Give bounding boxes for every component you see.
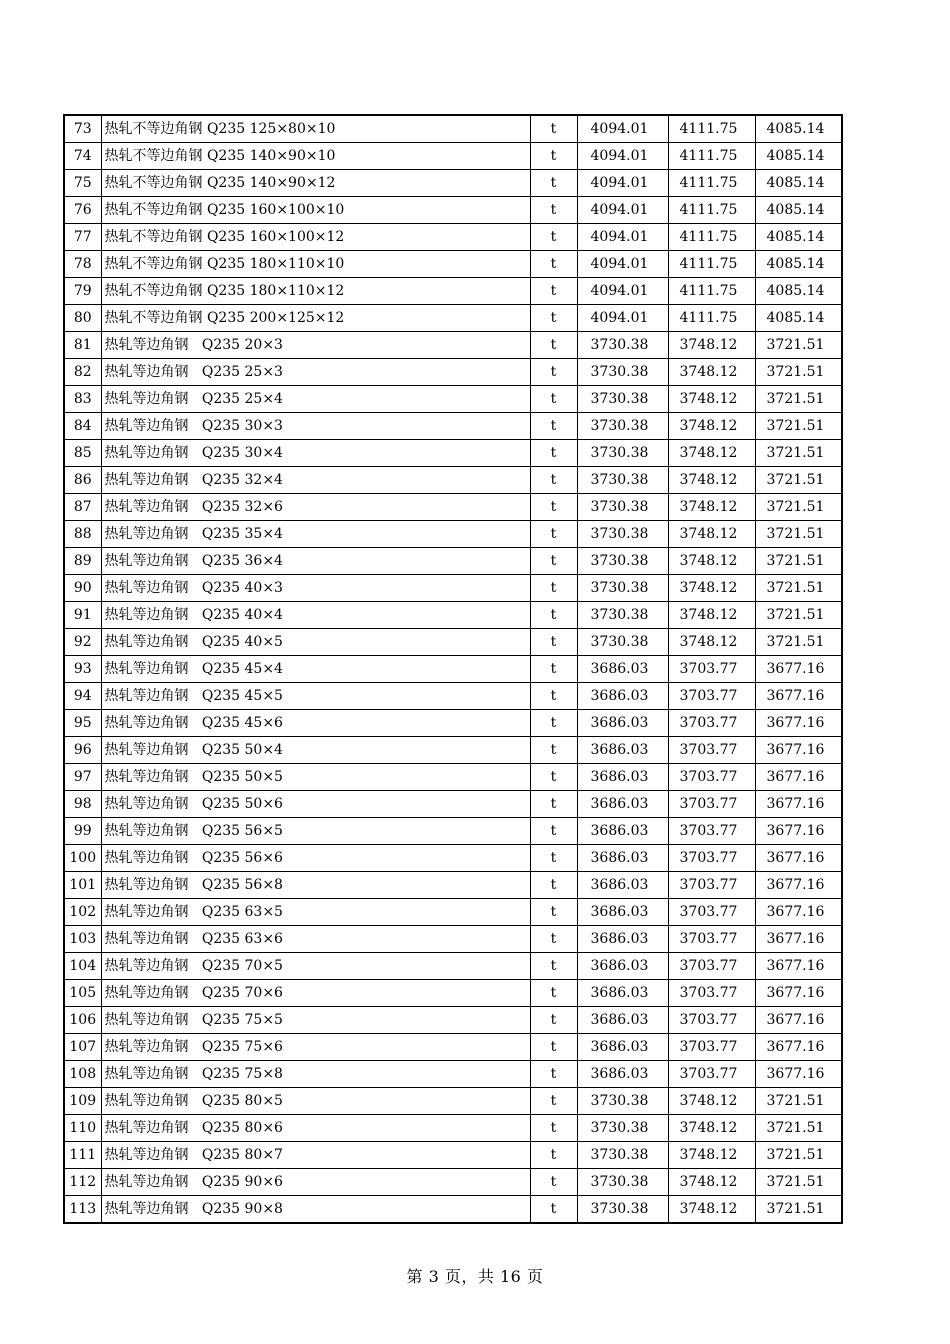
material-name-cell: 热轧等边角钢 Q235 45×4 [101, 656, 530, 683]
unit-cell: t [530, 629, 577, 656]
material-name-cell: 热轧等边角钢 Q235 32×6 [101, 494, 530, 521]
unit-cell: t [530, 575, 577, 602]
price-1-cell: 3730.38 [577, 1088, 668, 1115]
price-2-cell: 3703.77 [668, 845, 755, 872]
material-name-cell: 热轧等边角钢 Q235 40×4 [101, 602, 530, 629]
price-2-cell: 4111.75 [668, 170, 755, 197]
unit-cell: t [530, 845, 577, 872]
material-name-cell: 热轧等边角钢 Q235 63×6 [101, 926, 530, 953]
unit-cell: t [530, 305, 577, 332]
table-row [64, 332, 842, 359]
material-name-cell: 热轧等边角钢 Q235 50×4 [101, 737, 530, 764]
price-1-cell: 3686.03 [577, 872, 668, 899]
row-number-cell: 96 [64, 737, 101, 764]
material-name-cell: 热轧等边角钢 Q235 80×6 [101, 1115, 530, 1142]
price-1-cell: 4094.01 [577, 305, 668, 332]
row-number-cell: 101 [64, 872, 101, 899]
table-row [64, 710, 842, 737]
table-row [64, 521, 842, 548]
unit-cell: t [530, 1115, 577, 1142]
row-number-cell: 105 [64, 980, 101, 1007]
row-number-cell: 73 [64, 115, 101, 143]
price-3-cell: 3721.51 [755, 602, 842, 629]
price-3-cell: 3721.51 [755, 332, 842, 359]
row-number-cell: 78 [64, 251, 101, 278]
table-row [64, 953, 842, 980]
material-name-cell: 热轧等边角钢 Q235 70×5 [101, 953, 530, 980]
material-name-cell: 热轧等边角钢 Q235 56×8 [101, 872, 530, 899]
price-3-cell: 4085.14 [755, 224, 842, 251]
unit-cell: t [530, 602, 577, 629]
table-row [64, 1169, 842, 1196]
unit-cell: t [530, 710, 577, 737]
price-2-cell: 4111.75 [668, 197, 755, 224]
material-name-cell: 热轧等边角钢 Q235 90×8 [101, 1196, 530, 1224]
material-name-cell: 热轧不等边角钢 Q235 140×90×12 [101, 170, 530, 197]
material-name-cell: 热轧不等边角钢 Q235 160×100×12 [101, 224, 530, 251]
material-name-cell: 热轧等边角钢 Q235 75×8 [101, 1061, 530, 1088]
table-row [64, 548, 842, 575]
table-row [64, 1061, 842, 1088]
table-row [64, 359, 842, 386]
table-row [64, 305, 842, 332]
table-row [64, 494, 842, 521]
price-3-cell: 3677.16 [755, 737, 842, 764]
price-3-cell: 3721.51 [755, 467, 842, 494]
table-row [64, 791, 842, 818]
price-2-cell: 3748.12 [668, 1088, 755, 1115]
unit-cell: t [530, 170, 577, 197]
price-3-cell: 4085.14 [755, 143, 842, 170]
price-2-cell: 3703.77 [668, 764, 755, 791]
row-number-cell: 75 [64, 170, 101, 197]
table-row [64, 1115, 842, 1142]
row-number-cell: 102 [64, 899, 101, 926]
price-1-cell: 3686.03 [577, 764, 668, 791]
price-3-cell: 3721.51 [755, 1196, 842, 1224]
unit-cell: t [530, 872, 577, 899]
row-number-cell: 87 [64, 494, 101, 521]
price-3-cell: 4085.14 [755, 278, 842, 305]
table-row [64, 1007, 842, 1034]
material-name-cell: 热轧等边角钢 Q235 45×6 [101, 710, 530, 737]
material-name-cell: 热轧等边角钢 Q235 90×6 [101, 1169, 530, 1196]
price-2-cell: 3703.77 [668, 1061, 755, 1088]
table-row [64, 872, 842, 899]
price-3-cell: 3677.16 [755, 899, 842, 926]
price-2-cell: 3703.77 [668, 737, 755, 764]
price-3-cell: 4085.14 [755, 115, 842, 143]
table-row [64, 251, 842, 278]
price-2-cell: 4111.75 [668, 305, 755, 332]
table-row [64, 899, 842, 926]
table-row [64, 115, 842, 143]
material-name-cell: 热轧等边角钢 Q235 80×5 [101, 1088, 530, 1115]
price-1-cell: 3730.38 [577, 1196, 668, 1224]
price-1-cell: 3730.38 [577, 332, 668, 359]
table-row [64, 440, 842, 467]
row-number-cell: 93 [64, 656, 101, 683]
price-2-cell: 3748.12 [668, 629, 755, 656]
price-2-cell: 3703.77 [668, 791, 755, 818]
unit-cell: t [530, 683, 577, 710]
price-2-cell: 3703.77 [668, 656, 755, 683]
row-number-cell: 90 [64, 575, 101, 602]
price-1-cell: 3730.38 [577, 359, 668, 386]
unit-cell: t [530, 1007, 577, 1034]
price-1-cell: 4094.01 [577, 143, 668, 170]
row-number-cell: 86 [64, 467, 101, 494]
price-2-cell: 3748.12 [668, 359, 755, 386]
material-name-cell: 热轧不等边角钢 Q235 160×100×10 [101, 197, 530, 224]
table-row [64, 278, 842, 305]
unit-cell: t [530, 1034, 577, 1061]
table-row [64, 1034, 842, 1061]
price-3-cell: 4085.14 [755, 170, 842, 197]
price-2-cell: 3703.77 [668, 1007, 755, 1034]
table-row [64, 1142, 842, 1169]
material-price-table [63, 114, 843, 1224]
unit-cell: t [530, 440, 577, 467]
price-3-cell: 3677.16 [755, 656, 842, 683]
price-2-cell: 3703.77 [668, 683, 755, 710]
price-3-cell: 3677.16 [755, 1061, 842, 1088]
unit-cell: t [530, 1061, 577, 1088]
price-3-cell: 3721.51 [755, 1169, 842, 1196]
price-1-cell: 3686.03 [577, 1061, 668, 1088]
price-3-cell: 3721.51 [755, 1088, 842, 1115]
price-2-cell: 3748.12 [668, 1115, 755, 1142]
row-number-cell: 83 [64, 386, 101, 413]
price-3-cell: 3721.51 [755, 440, 842, 467]
price-3-cell: 3677.16 [755, 926, 842, 953]
material-name-cell: 热轧不等边角钢 Q235 180×110×12 [101, 278, 530, 305]
price-1-cell: 3730.38 [577, 467, 668, 494]
row-number-cell: 100 [64, 845, 101, 872]
row-number-cell: 111 [64, 1142, 101, 1169]
table-body [64, 115, 842, 1223]
material-name-cell: 热轧等边角钢 Q235 75×5 [101, 1007, 530, 1034]
table-row [64, 386, 842, 413]
row-number-cell: 98 [64, 791, 101, 818]
price-3-cell: 3677.16 [755, 1034, 842, 1061]
unit-cell: t [530, 251, 577, 278]
price-2-cell: 3748.12 [668, 1142, 755, 1169]
price-2-cell: 3748.12 [668, 386, 755, 413]
price-2-cell: 4111.75 [668, 251, 755, 278]
row-number-cell: 94 [64, 683, 101, 710]
unit-cell: t [530, 656, 577, 683]
unit-cell: t [530, 1142, 577, 1169]
unit-cell: t [530, 197, 577, 224]
price-2-cell: 3748.12 [668, 467, 755, 494]
price-2-cell: 3748.12 [668, 1169, 755, 1196]
price-1-cell: 3686.03 [577, 656, 668, 683]
price-3-cell: 3677.16 [755, 1007, 842, 1034]
row-number-cell: 81 [64, 332, 101, 359]
material-name-cell: 热轧等边角钢 Q235 50×5 [101, 764, 530, 791]
unit-cell: t [530, 386, 577, 413]
price-1-cell: 3686.03 [577, 899, 668, 926]
material-name-cell: 热轧等边角钢 Q235 32×4 [101, 467, 530, 494]
price-1-cell: 3686.03 [577, 953, 668, 980]
price-2-cell: 3748.12 [668, 1196, 755, 1224]
price-2-cell: 4111.75 [668, 143, 755, 170]
price-1-cell: 3730.38 [577, 386, 668, 413]
price-1-cell: 3730.38 [577, 629, 668, 656]
price-2-cell: 3748.12 [668, 575, 755, 602]
price-3-cell: 3721.51 [755, 386, 842, 413]
unit-cell: t [530, 467, 577, 494]
unit-cell: t [530, 548, 577, 575]
row-number-cell: 106 [64, 1007, 101, 1034]
row-number-cell: 79 [64, 278, 101, 305]
price-1-cell: 3686.03 [577, 683, 668, 710]
row-number-cell: 112 [64, 1169, 101, 1196]
material-name-cell: 热轧等边角钢 Q235 20×3 [101, 332, 530, 359]
price-1-cell: 3730.38 [577, 1169, 668, 1196]
price-2-cell: 3703.77 [668, 926, 755, 953]
price-3-cell: 3677.16 [755, 818, 842, 845]
price-1-cell: 4094.01 [577, 278, 668, 305]
price-1-cell: 3730.38 [577, 1115, 668, 1142]
price-1-cell: 3686.03 [577, 710, 668, 737]
row-number-cell: 108 [64, 1061, 101, 1088]
row-number-cell: 82 [64, 359, 101, 386]
unit-cell: t [530, 926, 577, 953]
price-1-cell: 3686.03 [577, 1034, 668, 1061]
price-1-cell: 3686.03 [577, 1007, 668, 1034]
unit-cell: t [530, 764, 577, 791]
material-name-cell: 热轧不等边角钢 Q235 180×110×10 [101, 251, 530, 278]
price-2-cell: 3748.12 [668, 548, 755, 575]
unit-cell: t [530, 1196, 577, 1224]
unit-cell: t [530, 737, 577, 764]
price-1-cell: 3686.03 [577, 926, 668, 953]
price-1-cell: 4094.01 [577, 170, 668, 197]
row-number-cell: 99 [64, 818, 101, 845]
material-name-cell: 热轧等边角钢 Q235 40×5 [101, 629, 530, 656]
unit-cell: t [530, 413, 577, 440]
price-1-cell: 3730.38 [577, 602, 668, 629]
table-row [64, 818, 842, 845]
material-name-cell: 热轧等边角钢 Q235 30×4 [101, 440, 530, 467]
table-row [64, 1088, 842, 1115]
material-name-cell: 热轧等边角钢 Q235 25×3 [101, 359, 530, 386]
price-3-cell: 3677.16 [755, 764, 842, 791]
row-number-cell: 97 [64, 764, 101, 791]
price-2-cell: 4111.75 [668, 224, 755, 251]
unit-cell: t [530, 899, 577, 926]
row-number-cell: 110 [64, 1115, 101, 1142]
material-name-cell: 热轧等边角钢 Q235 36×4 [101, 548, 530, 575]
material-name-cell: 热轧不等边角钢 Q235 200×125×12 [101, 305, 530, 332]
table-row [64, 926, 842, 953]
price-1-cell: 4094.01 [577, 224, 668, 251]
price-2-cell: 3703.77 [668, 872, 755, 899]
row-number-cell: 84 [64, 413, 101, 440]
price-1-cell: 3686.03 [577, 845, 668, 872]
price-2-cell: 3703.77 [668, 899, 755, 926]
unit-cell: t [530, 980, 577, 1007]
row-number-cell: 104 [64, 953, 101, 980]
table-row [64, 737, 842, 764]
unit-cell: t [530, 115, 577, 143]
page-number-footer: 第 3 页，共 16 页 [406, 1267, 544, 1286]
unit-cell: t [530, 521, 577, 548]
table-row [64, 683, 842, 710]
material-name-cell: 热轧等边角钢 Q235 56×6 [101, 845, 530, 872]
row-number-cell: 80 [64, 305, 101, 332]
table-row [64, 629, 842, 656]
price-2-cell: 3748.12 [668, 521, 755, 548]
price-3-cell: 3721.51 [755, 1115, 842, 1142]
price-1-cell: 3730.38 [577, 521, 668, 548]
unit-cell: t [530, 1169, 577, 1196]
material-name-cell: 热轧等边角钢 Q235 35×4 [101, 521, 530, 548]
table-row [64, 764, 842, 791]
unit-cell: t [530, 818, 577, 845]
row-number-cell: 109 [64, 1088, 101, 1115]
row-number-cell: 107 [64, 1034, 101, 1061]
unit-cell: t [530, 1088, 577, 1115]
price-3-cell: 3721.51 [755, 413, 842, 440]
row-number-cell: 91 [64, 602, 101, 629]
price-3-cell: 4085.14 [755, 305, 842, 332]
table-row [64, 602, 842, 629]
price-1-cell: 3730.38 [577, 1142, 668, 1169]
table-row [64, 1196, 842, 1224]
price-3-cell: 3721.51 [755, 629, 842, 656]
price-3-cell: 3721.51 [755, 494, 842, 521]
price-1-cell: 3686.03 [577, 737, 668, 764]
price-1-cell: 3686.03 [577, 791, 668, 818]
unit-cell: t [530, 332, 577, 359]
price-2-cell: 3703.77 [668, 710, 755, 737]
price-1-cell: 4094.01 [577, 115, 668, 143]
table-row [64, 845, 842, 872]
table-row [64, 656, 842, 683]
price-1-cell: 3730.38 [577, 440, 668, 467]
price-2-cell: 3703.77 [668, 980, 755, 1007]
table-row [64, 467, 842, 494]
price-3-cell: 3677.16 [755, 710, 842, 737]
price-3-cell: 3721.51 [755, 521, 842, 548]
price-1-cell: 3730.38 [577, 575, 668, 602]
row-number-cell: 92 [64, 629, 101, 656]
row-number-cell: 85 [64, 440, 101, 467]
material-name-cell: 热轧等边角钢 Q235 30×3 [101, 413, 530, 440]
material-name-cell: 热轧等边角钢 Q235 50×6 [101, 791, 530, 818]
material-name-cell: 热轧等边角钢 Q235 45×5 [101, 683, 530, 710]
price-2-cell: 4111.75 [668, 115, 755, 143]
row-number-cell: 95 [64, 710, 101, 737]
material-name-cell: 热轧等边角钢 Q235 80×7 [101, 1142, 530, 1169]
price-1-cell: 3730.38 [577, 413, 668, 440]
material-name-cell: 热轧不等边角钢 Q235 125×80×10 [101, 115, 530, 143]
table-row [64, 224, 842, 251]
price-3-cell: 4085.14 [755, 197, 842, 224]
price-2-cell: 3703.77 [668, 1034, 755, 1061]
unit-cell: t [530, 953, 577, 980]
price-1-cell: 3686.03 [577, 818, 668, 845]
unit-cell: t [530, 278, 577, 305]
row-number-cell: 103 [64, 926, 101, 953]
unit-cell: t [530, 494, 577, 521]
price-3-cell: 3721.51 [755, 548, 842, 575]
price-1-cell: 4094.01 [577, 251, 668, 278]
row-number-cell: 77 [64, 224, 101, 251]
price-2-cell: 3748.12 [668, 494, 755, 521]
table-row [64, 413, 842, 440]
row-number-cell: 89 [64, 548, 101, 575]
price-3-cell: 3677.16 [755, 872, 842, 899]
row-number-cell: 76 [64, 197, 101, 224]
material-name-cell: 热轧等边角钢 Q235 56×5 [101, 818, 530, 845]
material-name-cell: 热轧等边角钢 Q235 40×3 [101, 575, 530, 602]
price-2-cell: 3748.12 [668, 440, 755, 467]
price-2-cell: 3748.12 [668, 332, 755, 359]
table-row [64, 197, 842, 224]
row-number-cell: 88 [64, 521, 101, 548]
row-number-cell: 74 [64, 143, 101, 170]
price-3-cell: 3677.16 [755, 953, 842, 980]
price-3-cell: 3677.16 [755, 791, 842, 818]
unit-cell: t [530, 359, 577, 386]
material-name-cell: 热轧等边角钢 Q235 70×6 [101, 980, 530, 1007]
table-row [64, 575, 842, 602]
price-3-cell: 3721.51 [755, 359, 842, 386]
price-2-cell: 3703.77 [668, 818, 755, 845]
price-3-cell: 4085.14 [755, 251, 842, 278]
price-1-cell: 3686.03 [577, 980, 668, 1007]
row-number-cell: 113 [64, 1196, 101, 1224]
material-name-cell: 热轧等边角钢 Q235 25×4 [101, 386, 530, 413]
unit-cell: t [530, 143, 577, 170]
table-row [64, 980, 842, 1007]
price-3-cell: 3677.16 [755, 845, 842, 872]
material-name-cell: 热轧等边角钢 Q235 75×6 [101, 1034, 530, 1061]
table-row [64, 143, 842, 170]
price-2-cell: 3748.12 [668, 413, 755, 440]
material-name-cell: 热轧等边角钢 Q235 63×5 [101, 899, 530, 926]
price-3-cell: 3677.16 [755, 980, 842, 1007]
material-name-cell: 热轧不等边角钢 Q235 140×90×10 [101, 143, 530, 170]
table-row [64, 170, 842, 197]
price-2-cell: 3703.77 [668, 953, 755, 980]
price-3-cell: 3721.51 [755, 575, 842, 602]
price-1-cell: 3730.38 [577, 494, 668, 521]
unit-cell: t [530, 224, 577, 251]
price-3-cell: 3721.51 [755, 1142, 842, 1169]
price-2-cell: 4111.75 [668, 278, 755, 305]
price-1-cell: 4094.01 [577, 197, 668, 224]
price-2-cell: 3748.12 [668, 602, 755, 629]
price-1-cell: 3730.38 [577, 548, 668, 575]
unit-cell: t [530, 791, 577, 818]
price-3-cell: 3677.16 [755, 683, 842, 710]
